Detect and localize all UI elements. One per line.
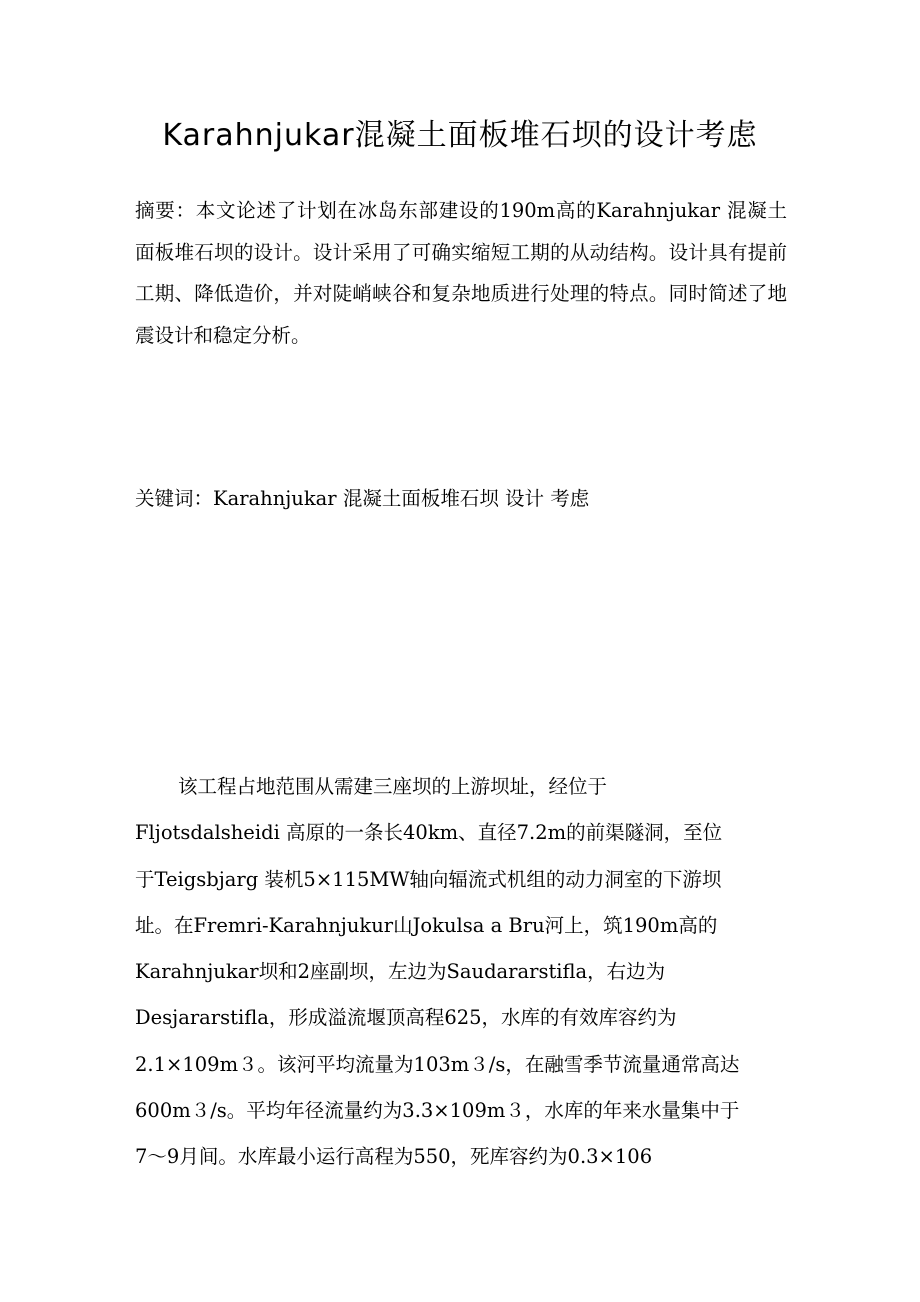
body-line: Fljotsdalsheidi 高原的一条长40km、直径7.2m的前渠隧洞，至位 bbox=[135, 821, 723, 845]
abstract-paragraph: 摘要：本文论述了计划在冰岛东部建设的190m高的Karahnjukar 混凝土面板堆石坝的设计。设计采用了可确实缩短工期的从动结构。设计具有提前工期、降低造价，并对陡峭峡谷和复杂地质进行处理的特点。同时简述了地震设计和稳定分析。 bbox=[135, 199, 787, 347]
body-line: 该工程占地范围从需建三座坝的上游坝址，经位于 bbox=[178, 775, 608, 798]
body-line: 600m３/s。平均年径流量约为3.3×109m３，水库的年来水量集中于 bbox=[135, 1099, 740, 1123]
body-line: 于Teigsbjarg 装机5×115MW轴向辐流式机组的动力洞室的下游坝 bbox=[135, 867, 722, 891]
document-title: Karahnjukar混凝土面板堆石坝的设计考虑 bbox=[162, 118, 758, 153]
body-line: Desjararstifla，形成溢流堰顶高程625，水库的有效库容约为 bbox=[135, 1006, 677, 1030]
body-paragraph bbox=[135, 764, 787, 1181]
body-line: Karahnjukar坝和2座副坝，左边为Saudararstifla，右边为 bbox=[135, 960, 666, 984]
body-line: 址。在Fremri-Karahnjukur山Jokulsa a Bru河上，筑190m高的 bbox=[135, 913, 718, 937]
body-line: 2.1×109m３。该河平均流量为103m３/s，在融雪季节流量通常高达 bbox=[135, 1052, 740, 1076]
body-line: 7～9月间。水库最小运行高程为550，死库容约为0.3×106 bbox=[135, 1145, 653, 1169]
keywords-line: 关键词：Karahnjukar 混凝土面板堆石坝 设计 考虑 bbox=[135, 487, 590, 510]
